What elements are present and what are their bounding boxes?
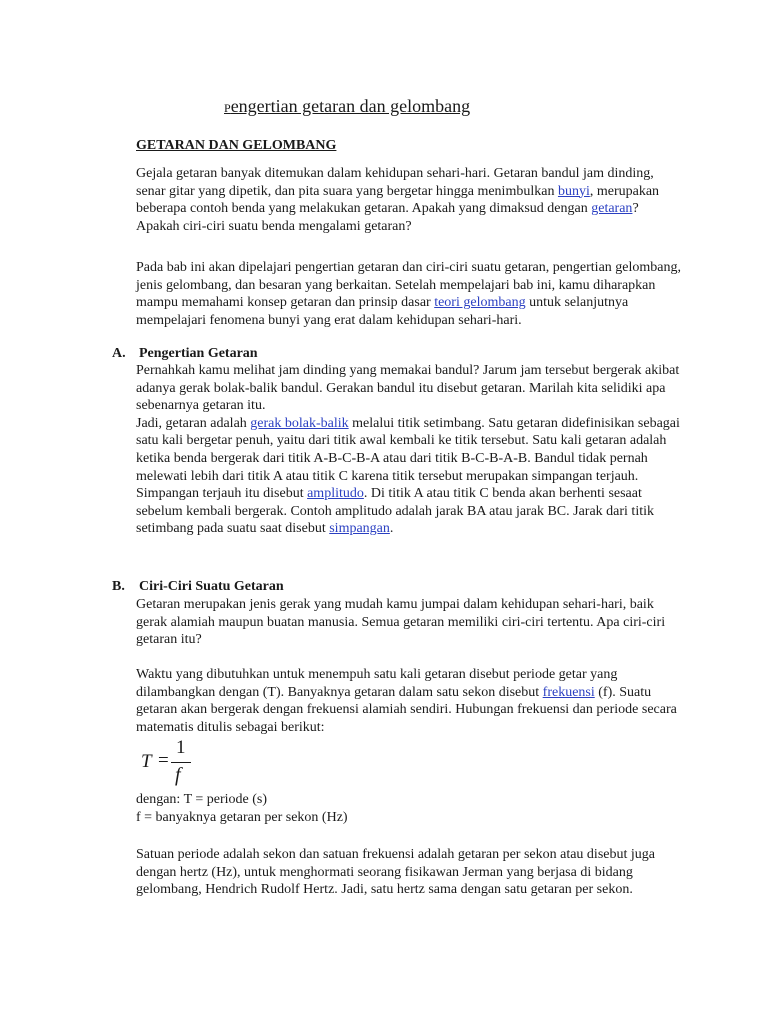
period-formula	[141, 737, 201, 793]
section-a-letter: A.	[112, 346, 126, 361]
intro-paragraph-2: Pada bab ini akan dipelajari pengertian getaran dan ciri-ciri suatu getaran, pengertian gelombang, jenis gelombang, dan besaran yang berkaitan. Setelah mempelajari bab ini, kamu diharapkan mampu memahami konsep getaran dan prinsip dasar teori gelombang untuk selanjutnya mempelajari fenomena bunyi yang erat dalam kehidupan sehari-hari.	[136, 260, 681, 328]
link-frekuensi[interactable]: frekuensi	[542, 684, 595, 700]
link-teori-gelombang[interactable]: teori gelombang	[434, 295, 526, 311]
section-b-heading	[112, 578, 284, 596]
definition-frequency: f = banyaknya getaran per sekon (Hz)	[136, 809, 348, 825]
link-amplitudo[interactable]: amplitudo	[307, 486, 364, 502]
section-b-letter: B.	[112, 579, 125, 594]
link-gerak-bolak-balik[interactable]: gerak bolak-balik	[250, 415, 349, 431]
formula-equals: =	[158, 750, 169, 771]
link-getaran[interactable]: getaran	[591, 201, 633, 217]
section-heading: GETARAN DAN GELOMBANG	[136, 138, 337, 153]
formula-denominator: f	[175, 764, 181, 786]
formula-numerator: 1	[176, 737, 186, 758]
definitions	[136, 791, 681, 826]
link-simpangan[interactable]: simpangan	[329, 521, 390, 537]
title-text: engertian getaran dan gelombang	[230, 96, 471, 116]
section-b-paragraph-2: Waktu yang dibutuhkan untuk menempuh satu kali getaran disebut periode getar yang dilambangkan dengan (T). Banyaknya getaran dalam satu sekon disebut frekuensi (f). Suatu getaran akan bergerak dengan frekuensi alamiah sendiri. Hubungan frekuensi dan periode secara matematis ditulis sebagai berikut:	[136, 667, 677, 735]
section-a-heading	[112, 345, 258, 363]
section-a-body	[136, 362, 681, 538]
section-a-paragraph-3: Simpangan terjauh itu disebut amplitudo. Di titik A atau titik C benda akan berhenti sesaat sebelum kembali bergerak. Contoh amplitudo adalah jarak BA atau jarak BC. Jarak dari titik setimbang pada suatu saat disebut simpangan.	[136, 486, 654, 537]
section-a-paragraph-2: Jadi, getaran adalah gerak bolak-balik melalui titik setimbang. Satu getaran didefinisikan sebagai satu kali bergetar penuh, yaitu dari titik awal kembali ke titik tersebut. Satu kali getaran adalah ketika benda bergerak dari titik A-B-C-B-A atau dari titik B-C-B-A-B. Bandul tidak pernah melewati lebih dari titik A atau titik C karena titik tersebut merupakan simpangan terjauh.	[136, 415, 680, 484]
intro-paragraph-1: Gejala getaran banyak ditemukan dalam kehidupan sehari-hari. Getaran bandul jam dinding, senar gitar yang dipetik, dan pita suara yang bergetar hingga menimbulkan bunyi, merupakan beberapa contoh benda yang melakukan getaran. Apakah yang dimaksud dengan getaran? Apakah ciri-ciri suatu benda mengalami getaran?	[136, 166, 660, 234]
page-title	[224, 95, 470, 119]
fraction-bar	[171, 762, 191, 763]
definition-period: dengan: T = periode (s)	[136, 792, 268, 807]
title-prefix: P	[224, 101, 231, 115]
section-b-title: Ciri-Ciri Suatu Getaran	[139, 579, 284, 594]
section-b-paragraph-3: Satuan periode adalah sekon dan satuan frekuensi adalah getaran per sekon atau disebut juga dengan hertz (Hz), untuk menghormati seorang fisikawan Jerman yang berjasa di bidang gelombang, Hendrich Rudolf Hertz. Jadi, satu hertz sama dengan satu getaran per sekon.	[136, 847, 655, 898]
section-b-paragraph-1: Getaran merupakan jenis gerak yang mudah kamu jumpai dalam kehidupan sehari-hari, baik gerak alamiah maupun buatan manusia. Semua getaran memiliki ciri-ciri tertentu. Apa ciri-ciri getaran itu?	[136, 597, 666, 648]
section-a-paragraph-1: Pernahkah kamu melihat jam dinding yang memakai bandul? Jarum jam tersebut bergerak akibat adanya gerak bolak-balik bandul. Gerakan bandul itu disebut getaran. Marilah kita selidiki apa sebenarnya getaran itu.	[136, 363, 680, 414]
link-bunyi[interactable]: bunyi	[557, 183, 590, 199]
section-a-title: Pengertian Getaran	[139, 346, 258, 361]
formula-lhs: T	[141, 751, 152, 772]
